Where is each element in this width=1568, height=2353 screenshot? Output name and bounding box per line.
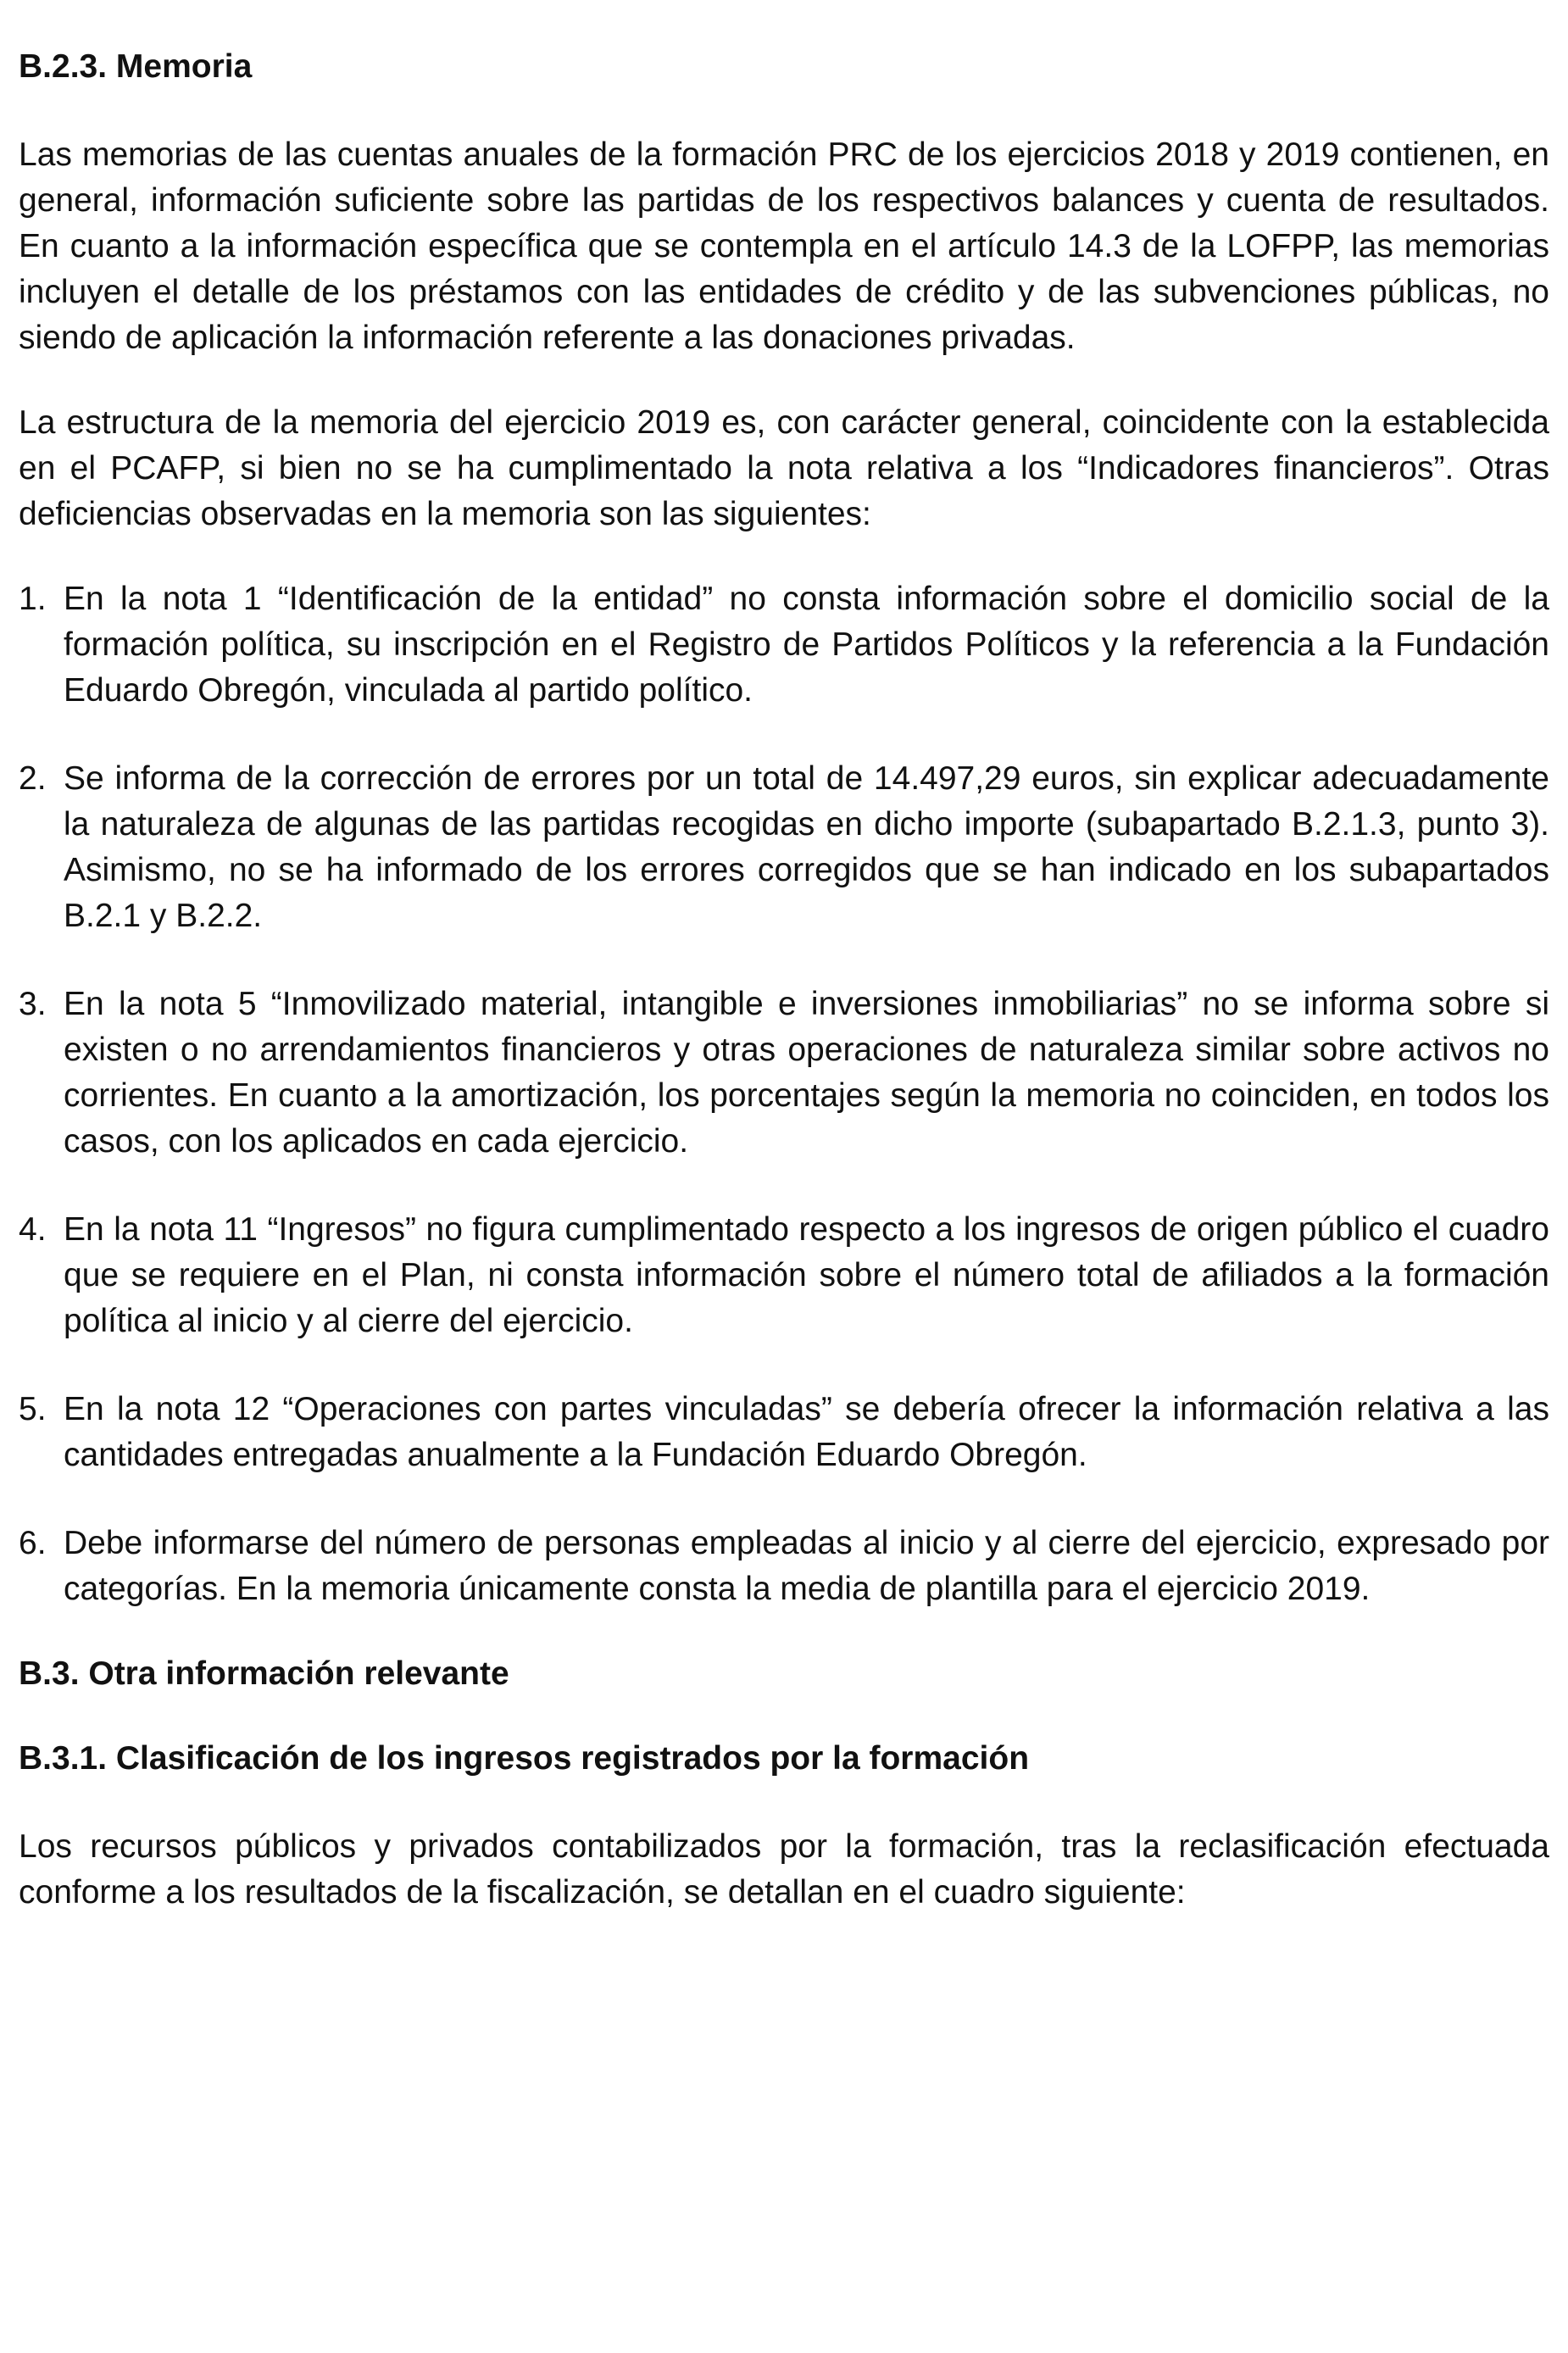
deficiencias-list <box>19 576 1549 1612</box>
list-item-number: 1. <box>19 581 47 617</box>
heading-clasificacion-ingresos: B.3.1. Clasificación de los ingresos registrados por la formación <box>19 1740 1030 1777</box>
list-item <box>19 576 1549 714</box>
document-page <box>19 44 1549 1916</box>
heading-otra-informacion: B.3. Otra información relevante <box>19 1655 509 1692</box>
list-item <box>19 1521 1549 1612</box>
paragraph-recursos: Los recursos públicos y privados contabilizados por la formación, tras la reclasificación efectuada conforme a los resultados de la fiscalización, se detallan en el cuadro siguiente: <box>19 1828 1549 1911</box>
paragraph-estructura-memoria: La estructura de la memoria del ejercicio 2019 es, con carácter general, coincidente con la establecida en el PCAFP, si bien no se ha cumplimentado la nota relativa a los “Indicadores financieros”. Otras deficiencias observadas en la memoria son las siguientes: <box>19 404 1549 532</box>
list-item-number: 5. <box>19 1391 47 1427</box>
list-item <box>19 756 1549 939</box>
list-item-number: 4. <box>19 1211 47 1248</box>
heading-memoria: B.2.3. Memoria <box>19 48 253 85</box>
list-item-number: 3. <box>19 986 47 1022</box>
list-item-number: 6. <box>19 1525 47 1561</box>
list-item <box>19 982 1549 1165</box>
paragraph-memorias-cuentas: Las memorias de las cuentas anuales de la formación PRC de los ejercicios 2018 y 2019 contienen, en general, información suficiente sobre las partidas de los respectivos balances y cuenta de resultados. En cuanto a la información específica que se contempla en el artículo 14.3 de la LOFPP, las memorias incluyen el detalle de los préstamos con las entidades de crédito y de las subvenciones públicas, no siendo de aplicación la información referente a las donaciones privadas. <box>19 136 1549 356</box>
list-item-number: 2. <box>19 760 47 797</box>
list-item-text: Se informa de la corrección de errores por un total de 14.497,29 euros, sin explicar adecuadamente la naturaleza de algunas de las partidas recogidas en dicho importe (subapartado B.2.1.3, punto 3). Asimismo, no se ha informado de los errores corregidos que se han indicado en los subapartados B.2.1 y B.2.2. <box>64 760 1549 934</box>
list-item-text: Debe informarse del número de personas empleadas al inicio y al cierre del ejercicio, expresado por categorías. En la memoria únicamente consta la media de plantilla para el ejercicio 2019. <box>64 1525 1549 1607</box>
list-item-text: En la nota 5 “Inmovilizado material, intangible e inversiones inmobiliarias” no se informa sobre si existen o no arrendamientos financieros y otras operaciones de naturaleza similar sobre activos no corrientes. En cuanto a la amortización, los porcentajes según la memoria no coinciden, en todos los casos, con los aplicados en cada ejercicio. <box>64 986 1549 1160</box>
list-item-text: En la nota 11 “Ingresos” no figura cumplimentado respecto a los ingresos de origen público el cuadro que se requiere en el Plan, ni consta información sobre el número total de afiliados a la formación política al inicio y al cierre del ejercicio. <box>64 1211 1549 1339</box>
list-item <box>19 1207 1549 1344</box>
list-item-text: En la nota 1 “Identificación de la entidad” no consta información sobre el domicilio social de la formación política, su inscripción en el Registro de Partidos Políticos y la referencia a la Fundación Eduardo Obregón, vinculada al partido político. <box>64 581 1549 709</box>
list-item <box>19 1387 1549 1478</box>
list-item-text: En la nota 12 “Operaciones con partes vinculadas” se debería ofrecer la información relativa a las cantidades entregadas anualmente a la Fundación Eduardo Obregón. <box>64 1391 1549 1473</box>
